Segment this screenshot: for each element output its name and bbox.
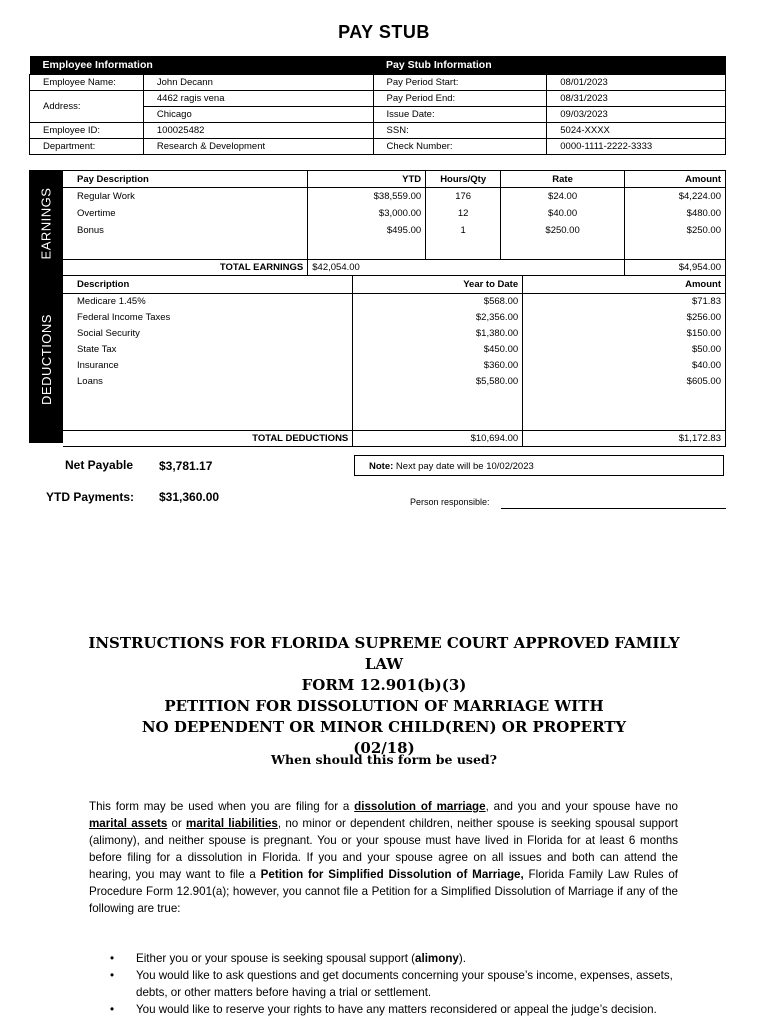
instructions-paragraph: This form may be used when you are filing for a dissolution of marriage, and you and your spouse have no marital assets or marital liabilities, no minor or dependent children, neither spouse is seeking spousal support (alimony), and neither spouse is pregnant. You or your spouse must have lived in Florida for at least 6 months before filing for a dissolution in Florida. If you and your spouse agree on all issues and both can attend the hearing, you may want to file a Petition for Simplified Dissolution of Marriage, Florida Family Law Rules of Procedure Form 12.901(a); however, you cannot file a Petition for a Simplified Dissolution of Marriage if any of the following are true: xyxy=(89,800,678,915)
earnings-table xyxy=(63,170,726,276)
earnings-desc: Overtime xyxy=(77,207,116,219)
table-row xyxy=(63,373,726,389)
instructions-title-line: NO DEPENDENT OR MINOR CHILD(REN) OR PROPERTY xyxy=(141,718,627,736)
total-earnings-amount: $4,954.00 xyxy=(625,260,726,276)
earnings-amount: $250.00 xyxy=(625,222,726,239)
total-earnings-label: TOTAL EARNINGS xyxy=(63,260,308,276)
employee-stub-info-table xyxy=(29,56,726,155)
instructions-title xyxy=(70,633,698,759)
earnings-header-rate: Rate xyxy=(501,171,625,188)
net-payable-value: $3,781.17 xyxy=(159,459,213,473)
department-label: Department: xyxy=(30,139,144,155)
deductions-header-amount: Amount xyxy=(523,276,726,293)
earnings-ytd: $38,559.00 xyxy=(308,188,426,205)
earnings-deductions-block xyxy=(29,170,726,443)
ssn-label: SSN: xyxy=(373,123,547,139)
bullet-icon: • xyxy=(110,952,115,965)
employee-name-value: John Decann xyxy=(143,75,373,91)
table-row xyxy=(63,341,726,357)
deduction-ytd: $568.00 xyxy=(353,293,523,309)
table-row xyxy=(63,188,726,205)
earnings-rate: $24.00 xyxy=(501,188,625,205)
earnings-desc: Bonus xyxy=(77,224,104,236)
department-value: Research & Development xyxy=(143,139,373,155)
pay-period-end-label: Pay Period End: xyxy=(373,91,547,107)
earnings-side-label: EARNINGS xyxy=(29,170,63,276)
note-box xyxy=(354,455,724,476)
marital-liabilities-link: marital liabilities xyxy=(186,817,278,830)
ytd-payments-value: $31,360.00 xyxy=(159,490,220,504)
person-responsible-label: Person responsible: xyxy=(410,497,490,507)
page-title: PAY STUB xyxy=(338,22,430,42)
check-number-label: Check Number: xyxy=(373,139,547,155)
earnings-header-amount: Amount xyxy=(625,171,726,188)
list-item: • Either you or your spouse is seeking spousal support (alimony). xyxy=(110,952,466,965)
total-deductions-ytd: $10,694.00 xyxy=(353,430,523,446)
bullet-icon: • xyxy=(110,969,115,982)
deduction-desc: Insurance xyxy=(77,359,119,371)
address-label: Address: xyxy=(30,91,144,123)
deduction-desc: Medicare 1.45% xyxy=(77,295,146,307)
earnings-header-qty: Hours/Qty xyxy=(426,171,501,188)
bullet-icon: • xyxy=(110,1003,115,1016)
issue-date-value: 09/03/2023 xyxy=(547,107,726,123)
earnings-rate: $40.00 xyxy=(501,205,625,222)
instructions-title-line: (02/18) xyxy=(353,739,415,757)
earnings-header-ytd: YTD xyxy=(308,171,426,188)
total-deductions-amount: $1,172.83 xyxy=(523,430,726,446)
earnings-rate: $250.00 xyxy=(501,222,625,239)
address-line2-value: Chicago xyxy=(143,107,373,123)
employee-id-label: Employee ID: xyxy=(30,123,144,139)
earnings-amount: $4,224.00 xyxy=(625,188,726,205)
table-row xyxy=(63,357,726,373)
table-row xyxy=(63,325,726,341)
instructions-subtitle: When should this form be used? xyxy=(271,752,497,767)
table-row xyxy=(63,309,726,325)
total-deductions-label: TOTAL DEDUCTIONS xyxy=(63,430,353,446)
signature-line xyxy=(501,508,726,509)
stub-info-header: Pay Stub Information xyxy=(373,56,725,75)
petition-name: Petition for Simplified Dissolution of Marriage, xyxy=(260,868,524,881)
instructions-title-line: INSTRUCTIONS FOR FLORIDA SUPREME COURT APPROVED FAMILY LAW xyxy=(88,634,680,673)
deduction-ytd: $5,580.00 xyxy=(353,373,523,389)
deductions-table xyxy=(63,276,726,447)
earnings-qty: 176 xyxy=(426,188,501,205)
pay-period-start-value: 08/01/2023 xyxy=(547,75,726,91)
deduction-amount: $256.00 xyxy=(523,309,726,325)
deduction-ytd: $450.00 xyxy=(353,341,523,357)
earnings-amount: $480.00 xyxy=(625,205,726,222)
deduction-amount: $50.00 xyxy=(523,341,726,357)
list-item: • You would like to reserve your rights to have any matters reconsidered or appeal the judge’s decision. xyxy=(110,1003,657,1016)
net-payable-label: Net Payable xyxy=(65,458,134,472)
pay-period-end-value: 08/31/2023 xyxy=(547,91,726,107)
deduction-desc: State Tax xyxy=(77,343,117,355)
employee-info-header: Employee Information xyxy=(30,56,374,75)
instructions-title-line: PETITION FOR DISSOLUTION OF MARRIAGE WITH xyxy=(164,697,604,715)
deduction-amount: $150.00 xyxy=(523,325,726,341)
ytd-payments-label: YTD Payments: xyxy=(46,490,135,504)
pay-period-start-label: Pay Period Start: xyxy=(373,75,547,91)
dissolution-link: dissolution of marriage xyxy=(354,800,486,813)
table-row xyxy=(63,205,726,222)
table-row xyxy=(63,222,726,239)
address-line1-value: 4462 ragis vena xyxy=(143,91,373,107)
deduction-amount: $40.00 xyxy=(523,357,726,373)
employee-id-value: 100025482 xyxy=(143,123,373,139)
deductions-side-label: DEDUCTIONS xyxy=(29,276,63,443)
earnings-ytd: $3,000.00 xyxy=(308,205,426,222)
deductions-header-desc: Description xyxy=(63,276,353,293)
earnings-qty: 1 xyxy=(426,222,501,239)
earnings-header-desc: Pay Description xyxy=(63,171,308,188)
earnings-ytd: $495.00 xyxy=(308,222,426,239)
deduction-ytd: $2,356.00 xyxy=(353,309,523,325)
deduction-desc: Loans xyxy=(77,375,103,387)
earnings-qty: 12 xyxy=(426,205,501,222)
total-earnings-ytd: $42,054.00 xyxy=(308,260,426,276)
note-label: Note: xyxy=(369,461,394,472)
list-item: • You would like to ask questions and get documents concerning your spouse’s income, expenses, assets, debts, or other matters before having a trial or settlement. xyxy=(110,969,673,999)
employee-name-label: Employee Name: xyxy=(30,75,144,91)
deductions-header-ytd: Year to Date xyxy=(353,276,523,293)
deduction-desc: Federal Income Taxes xyxy=(77,311,171,323)
deduction-ytd: $360.00 xyxy=(353,357,523,373)
instructions-bullet-list xyxy=(110,950,680,1018)
deduction-desc: Social Security xyxy=(77,327,140,339)
deduction-amount: $71.83 xyxy=(523,293,726,309)
instructions-title-line: FORM 12.901(b)(3) xyxy=(301,676,467,694)
deduction-ytd: $1,380.00 xyxy=(353,325,523,341)
ssn-value: 5024-XXXX xyxy=(547,123,726,139)
check-number-value: 0000-1111-2222-3333 xyxy=(547,139,726,155)
issue-date-label: Issue Date: xyxy=(373,107,547,123)
note-text: Next pay date will be 10/02/2023 xyxy=(395,461,534,472)
table-row xyxy=(63,293,726,309)
deduction-amount: $605.00 xyxy=(523,373,726,389)
earnings-desc: Regular Work xyxy=(77,190,135,202)
marital-assets-link: marital assets xyxy=(89,817,168,830)
